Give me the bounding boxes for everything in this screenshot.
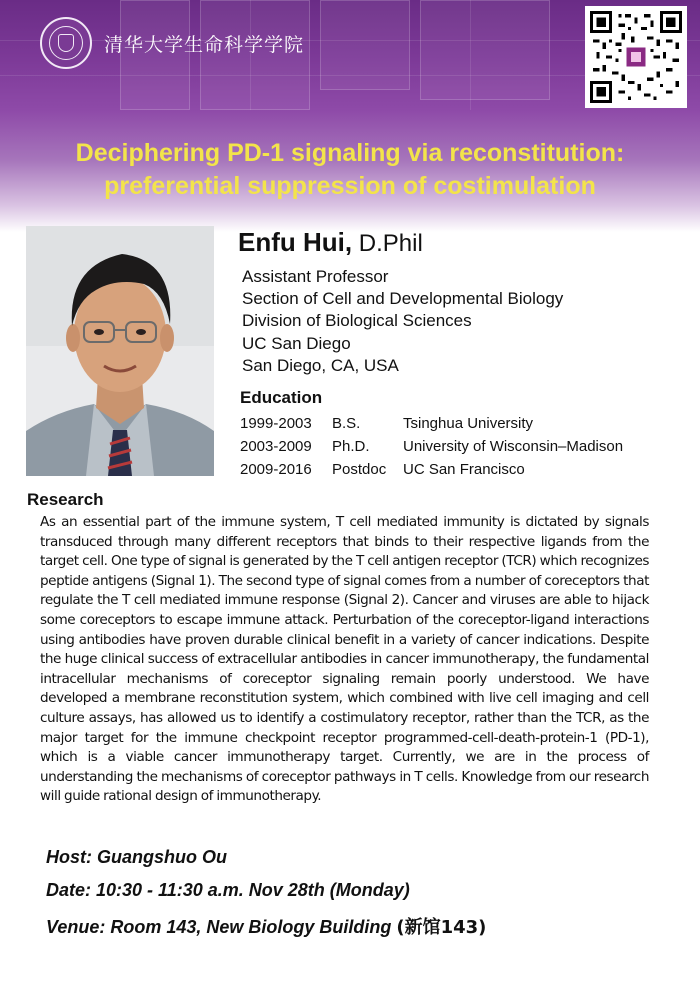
- research-paragraph: As an essential part of the immune system, T cell mediated immunity is dictated by signals transduced through many different receptors that binds to their respective ligands from the target cell. One type of signal is generated by the T cell antigen receptor (TCR) which recognizes peptide antigens (Signal 1). The second type of signal comes from a number of coreceptors that regulate the T cell mediated immune response (Signal 2). Cancer and viruses are able to hijack some coreceptors to escape immune attack. Perturbation of the coreceptor-ligand interactions using antibodies have proven durable clinical benefit in a variety of cancer indications. Despite the huge clinical success of extracellular antibodies in cancer immunotherapy, the fundamental intracellular mechanisms of coreceptor signaling remain poorly understood. We have developed a membrane reconstitution system, which combined with live cell imaging and cell culture assays, has allowed us to identify a costimulatory receptor, rather than the TCR, as the major target for the immune checkpoint receptor programmed-cell-death-protein-1 (PD-1), which is a viable cancer immunotherapy target. Currently, we are in the process of understanding the mechanisms of coreceptor pathways in T cells. Knowledge from our research will guide rational design of immunotherapy.: [40, 514, 649, 805]
- date-line: Date: 10:30 - 11:30 a.m. Nov 28th (Monday): [46, 880, 410, 900]
- affiliation-line: Section of Cell and Developmental Biology: [242, 289, 564, 309]
- education-years: 2009-2016: [240, 461, 312, 478]
- tsinghua-seal-icon: [40, 17, 92, 69]
- research-heading: Research: [27, 490, 104, 509]
- qr-code-icon: [585, 6, 687, 108]
- education-degree: B.S.: [332, 415, 361, 432]
- venue-room-cjk: (新馆143): [396, 917, 487, 938]
- school-name: 清华大学生命科学学院: [104, 34, 305, 56]
- education-years: 1999-2003: [240, 415, 312, 432]
- education-heading: Education: [240, 388, 323, 407]
- speaker-name-text: Enfu Hui,: [238, 227, 353, 257]
- venue-line: [46, 913, 486, 939]
- talk-title-line-2: preferential suppression of costimulation: [104, 172, 596, 200]
- speaker-affiliations: [242, 266, 563, 377]
- talk-title-line-1: Deciphering PD-1 signaling via reconstitution:: [75, 139, 625, 167]
- affiliation-line: San Diego, CA, USA: [242, 355, 399, 375]
- affiliation-line: UC San Diego: [242, 333, 351, 353]
- speaker-photo: [26, 226, 214, 476]
- education-institution: UC San Francisco: [403, 461, 525, 478]
- talk-title: [10, 137, 690, 203]
- affiliation-line: Assistant Professor: [242, 267, 389, 286]
- speaker-degree: D.Phil: [352, 230, 423, 257]
- host-line: Host: Guangshuo Ou: [46, 847, 227, 867]
- education-degree: Ph.D.: [332, 438, 370, 455]
- education-degree: Postdoc: [332, 461, 387, 478]
- education-years: 2003-2009: [240, 438, 312, 455]
- affiliation-line: Division of Biological Sciences: [242, 311, 472, 331]
- education-institution: University of Wisconsin–Madison: [403, 438, 624, 455]
- speaker-name: [238, 227, 423, 259]
- education-institution: Tsinghua University: [403, 415, 534, 432]
- venue-text: Venue: Room 143, New Biology Building: [46, 917, 397, 937]
